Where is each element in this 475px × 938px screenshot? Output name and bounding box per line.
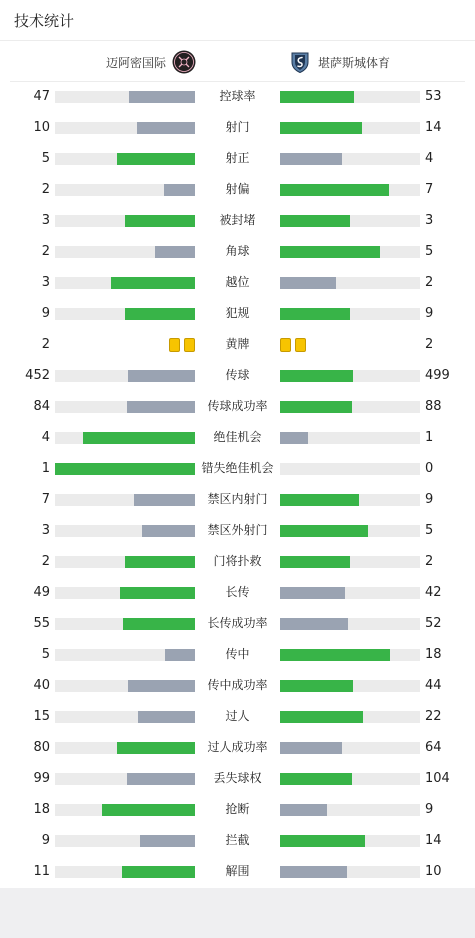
stat-row [0, 267, 475, 298]
home-stat-bar [55, 463, 195, 475]
home-stat-value: 55 [33, 616, 50, 631]
stat-label: 长传成功率 [207, 616, 268, 630]
home-stat-bar [117, 153, 195, 165]
home-stat-track [55, 556, 195, 568]
home-stat-bar [128, 370, 195, 382]
sporting-kc-crest-icon [288, 50, 312, 74]
home-stat-bar [138, 711, 195, 723]
home-stat-bar [117, 742, 195, 754]
away-stat-track [280, 711, 420, 723]
stat-row [0, 763, 475, 794]
stat-row [0, 360, 475, 391]
away-stat-track [280, 618, 420, 630]
stat-row [0, 608, 475, 639]
away-stat-bar [280, 184, 389, 196]
away-stat-value: 0 [425, 461, 434, 476]
away-stat-bar [280, 370, 353, 382]
home-stat-value: 2 [41, 182, 50, 197]
home-stat-track [55, 649, 195, 661]
stat-label: 错失绝佳机会 [201, 461, 274, 475]
away-stat-bar [280, 804, 327, 816]
home-stat-value: 11 [33, 864, 50, 879]
home-stat-track [55, 618, 195, 630]
away-stat-bar [280, 308, 350, 320]
away-stat-value: 14 [425, 120, 442, 135]
home-stat-track [55, 91, 195, 103]
home-stat-track [55, 680, 195, 692]
away-stat-track [280, 494, 420, 506]
home-stat-track [55, 866, 195, 878]
home-stat-value: 99 [33, 771, 50, 786]
stat-label: 解围 [225, 864, 250, 878]
home-stat-track [55, 835, 195, 847]
away-stat-track [280, 587, 420, 599]
away-stat-value: 3 [425, 213, 434, 228]
home-stat-value: 2 [41, 244, 50, 259]
away-stat-track [280, 122, 420, 134]
away-stat-track [280, 184, 420, 196]
home-stat-bar [123, 618, 195, 630]
away-stat-track [280, 308, 420, 320]
home-stat-track [55, 370, 195, 382]
home-cards [169, 338, 195, 352]
stat-label: 丢失球权 [213, 771, 262, 785]
home-stat-value: 47 [33, 89, 50, 104]
home-stat-bar [129, 91, 195, 103]
home-stat-value: 18 [33, 802, 50, 817]
home-stat-track [55, 184, 195, 196]
away-stat-value: 9 [425, 802, 434, 817]
home-stat-bar [83, 432, 195, 444]
stat-row [0, 453, 475, 484]
stat-label: 控球率 [219, 89, 256, 103]
away-stat-track [280, 866, 420, 878]
home-stat-value: 7 [41, 492, 50, 507]
yellow-card-icon [295, 338, 306, 352]
home-stat-bar [134, 494, 195, 506]
stat-label: 传球 [225, 368, 250, 382]
away-stat-track [280, 649, 420, 661]
stat-label: 越位 [225, 275, 250, 289]
home-stat-track [55, 215, 195, 227]
away-stat-track [280, 742, 420, 754]
stat-row [0, 546, 475, 577]
stat-row [0, 701, 475, 732]
home-stat-track [55, 773, 195, 785]
home-team[interactable] [106, 49, 196, 75]
yellow-card-icon [184, 338, 195, 352]
away-stat-bar [280, 866, 347, 878]
away-stat-track [280, 680, 420, 692]
home-stat-bar [155, 246, 195, 258]
home-team-name: 迈阿密国际 [105, 55, 166, 70]
home-stat-bar [128, 680, 195, 692]
home-stat-track [55, 153, 195, 165]
home-stat-track [55, 308, 195, 320]
home-stat-value: 2 [41, 554, 50, 569]
away-stat-track [280, 556, 420, 568]
yellow-card-icon [169, 338, 180, 352]
home-stat-bar [164, 184, 195, 196]
home-stat-track [55, 277, 195, 289]
stat-label: 抢断 [225, 802, 250, 816]
away-stat-bar [280, 711, 363, 723]
stat-row [0, 515, 475, 546]
stat-row [0, 670, 475, 701]
stat-label: 拦截 [225, 833, 250, 847]
stat-label: 禁区外射门 [207, 523, 268, 537]
away-stat-track [280, 525, 420, 537]
stat-row [0, 143, 475, 174]
away-stat-track [280, 91, 420, 103]
away-stat-value: 53 [425, 89, 442, 104]
home-stat-bar [120, 587, 195, 599]
home-stat-value: 40 [33, 678, 50, 693]
away-stat-bar [280, 494, 359, 506]
home-stat-bar [165, 649, 195, 661]
stat-label: 长传 [225, 585, 250, 599]
home-stat-bar [140, 835, 195, 847]
home-stat-value: 9 [41, 306, 50, 321]
stat-label: 角球 [225, 244, 250, 258]
away-stat-value: 4 [425, 151, 434, 166]
away-stat-value: 1 [425, 430, 434, 445]
inter-miami-crest-icon [172, 50, 196, 74]
stat-row [0, 422, 475, 453]
home-stat-value: 2 [41, 337, 50, 352]
away-stat-value: 10 [425, 864, 442, 879]
home-stat-value: 84 [33, 399, 50, 414]
away-stat-bar [280, 680, 353, 692]
away-stat-value: 52 [425, 616, 442, 631]
away-stat-value: 2 [425, 554, 434, 569]
home-stat-bar [122, 866, 195, 878]
home-stat-track [55, 463, 195, 475]
home-stat-track [55, 246, 195, 258]
away-stat-track [280, 835, 420, 847]
away-stat-value: 104 [425, 771, 450, 786]
away-stat-bar [280, 587, 345, 599]
away-stat-track [280, 246, 420, 258]
away-stat-track [280, 370, 420, 382]
away-stat-value: 499 [425, 368, 450, 383]
teams-header [0, 41, 475, 81]
away-stat-bar [280, 401, 352, 413]
stat-label: 传球成功率 [207, 399, 268, 413]
home-stat-track [55, 122, 195, 134]
away-stat-track [280, 215, 420, 227]
home-stat-track [55, 587, 195, 599]
away-stat-track [280, 401, 420, 413]
stat-label: 禁区内射门 [207, 492, 268, 506]
away-stat-value: 5 [425, 523, 434, 538]
stat-label: 被封堵 [219, 213, 256, 227]
away-stat-value: 18 [425, 647, 442, 662]
home-stat-track [55, 711, 195, 723]
home-stat-bar [102, 804, 195, 816]
stat-row [0, 81, 475, 112]
away-stat-bar [280, 835, 365, 847]
home-stat-value: 3 [41, 523, 50, 538]
away-stat-bar [280, 246, 380, 258]
away-stat-value: 88 [425, 399, 442, 414]
home-stat-value: 4 [41, 430, 50, 445]
yellow-card-icon [280, 338, 291, 352]
away-stat-bar [280, 556, 350, 568]
away-stat-track [280, 773, 420, 785]
home-stat-value: 80 [33, 740, 50, 755]
away-stat-bar [280, 432, 308, 444]
home-stat-value: 9 [41, 833, 50, 848]
away-stat-bar [280, 91, 354, 103]
away-stat-bar [280, 277, 336, 289]
home-stat-value: 3 [41, 275, 50, 290]
home-stat-bar [125, 308, 195, 320]
away-stat-value: 14 [425, 833, 442, 848]
stat-label: 传中成功率 [207, 678, 268, 692]
page-title: 技术统计 [14, 12, 75, 30]
away-stat-bar [280, 153, 342, 165]
stat-row [0, 391, 475, 422]
stat-label: 门将扑救 [213, 554, 262, 568]
stat-row [0, 825, 475, 856]
stat-row [0, 236, 475, 267]
stat-row [0, 174, 475, 205]
stat-label: 射正 [225, 151, 250, 165]
home-stat-track [55, 432, 195, 444]
away-stat-bar [280, 773, 352, 785]
home-stat-value: 452 [25, 368, 50, 383]
home-stat-value: 3 [41, 213, 50, 228]
stat-label: 黄牌 [225, 337, 250, 351]
home-stat-bar [111, 277, 195, 289]
away-cards [280, 338, 306, 352]
away-stat-value: 44 [425, 678, 442, 693]
home-stat-bar [127, 401, 195, 413]
away-stat-value: 64 [425, 740, 442, 755]
home-stat-bar [125, 556, 195, 568]
home-stat-track [55, 742, 195, 754]
away-stat-bar [280, 525, 368, 537]
stat-label: 过人 [225, 709, 250, 723]
away-team-name: 堪萨斯城体育 [318, 55, 391, 70]
away-stat-value: 7 [425, 182, 434, 197]
home-stat-bar [137, 122, 195, 134]
stat-row [0, 794, 475, 825]
away-stat-value: 22 [425, 709, 442, 724]
stat-row [0, 112, 475, 143]
stat-label: 过人成功率 [207, 740, 268, 754]
home-stat-value: 49 [33, 585, 50, 600]
home-stat-bar [125, 215, 195, 227]
home-stat-value: 1 [41, 461, 50, 476]
away-stat-track [280, 153, 420, 165]
home-stat-value: 5 [41, 151, 50, 166]
stat-label: 传中 [225, 647, 250, 661]
away-team[interactable] [288, 49, 390, 75]
away-stat-track [280, 463, 420, 475]
stat-label: 射偏 [225, 182, 250, 196]
home-stat-track [55, 804, 195, 816]
home-stat-track [55, 525, 195, 537]
away-stat-value: 5 [425, 244, 434, 259]
stat-row [0, 856, 475, 887]
stat-row [0, 639, 475, 670]
stat-row [0, 329, 475, 360]
away-stat-value: 2 [425, 275, 434, 290]
stat-row [0, 205, 475, 236]
away-stat-bar [280, 618, 348, 630]
stat-row [0, 732, 475, 763]
away-stat-value: 9 [425, 306, 434, 321]
stat-row [0, 298, 475, 329]
stat-label: 射门 [225, 120, 250, 134]
away-stat-value: 9 [425, 492, 434, 507]
away-stat-bar [280, 742, 342, 754]
away-stat-track [280, 277, 420, 289]
stat-row [0, 577, 475, 608]
home-stat-track [55, 401, 195, 413]
stat-label: 绝佳机会 [213, 430, 262, 444]
away-stat-track [280, 804, 420, 816]
away-stat-bar [280, 649, 390, 661]
home-stat-bar [142, 525, 195, 537]
home-stat-value: 10 [33, 120, 50, 135]
away-stat-value: 2 [425, 337, 434, 352]
home-stat-bar [127, 773, 195, 785]
home-stat-value: 15 [33, 709, 50, 724]
home-stat-track [55, 494, 195, 506]
away-stat-bar [280, 215, 350, 227]
away-stat-track [280, 432, 420, 444]
away-stat-bar [280, 122, 362, 134]
stat-label: 犯规 [225, 306, 250, 320]
away-stat-value: 42 [425, 585, 442, 600]
stat-row [0, 484, 475, 515]
home-stat-value: 5 [41, 647, 50, 662]
